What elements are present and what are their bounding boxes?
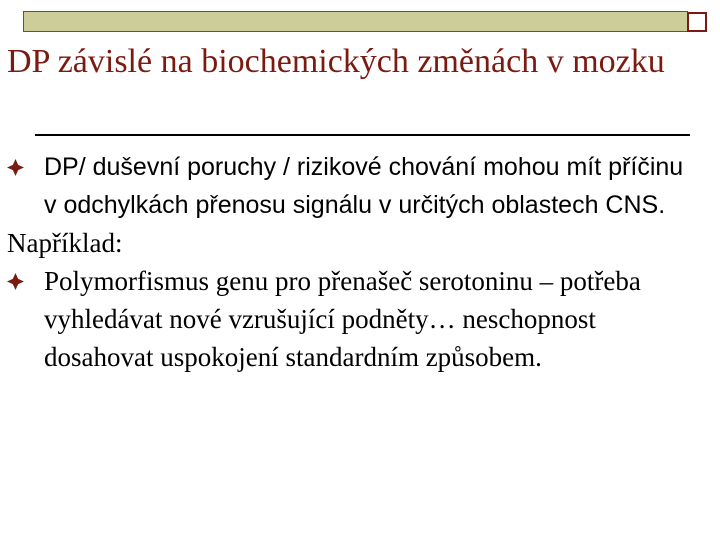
- diamond-bullet-icon: [7, 273, 24, 290]
- bullet-text-1: DP/ duševní poruchy / rizikové chování mohou mít příčinu v odchylkách přenosu signálu v určitých oblastech CNS.: [44, 153, 684, 219]
- slide-body: [7, 148, 697, 376]
- decorative-top-bar: [23, 11, 688, 32]
- example-label: Například:: [7, 228, 123, 258]
- bullet-item-1: [7, 148, 697, 224]
- diamond-bullet-icon: [7, 159, 24, 176]
- bullet-item-2: [7, 262, 697, 376]
- bullet-text-2: Polymorfismus genu pro přenašeč serotoninu – potřeba vyhledávat nové vzrušující podněty… neschopnost dosahovat uspokojení standardním způsobem.: [44, 266, 641, 372]
- slide-title: DP závislé na biochemických změnách v mozku: [7, 43, 665, 80]
- decorative-corner-square: [687, 12, 707, 32]
- title-divider: [35, 134, 690, 136]
